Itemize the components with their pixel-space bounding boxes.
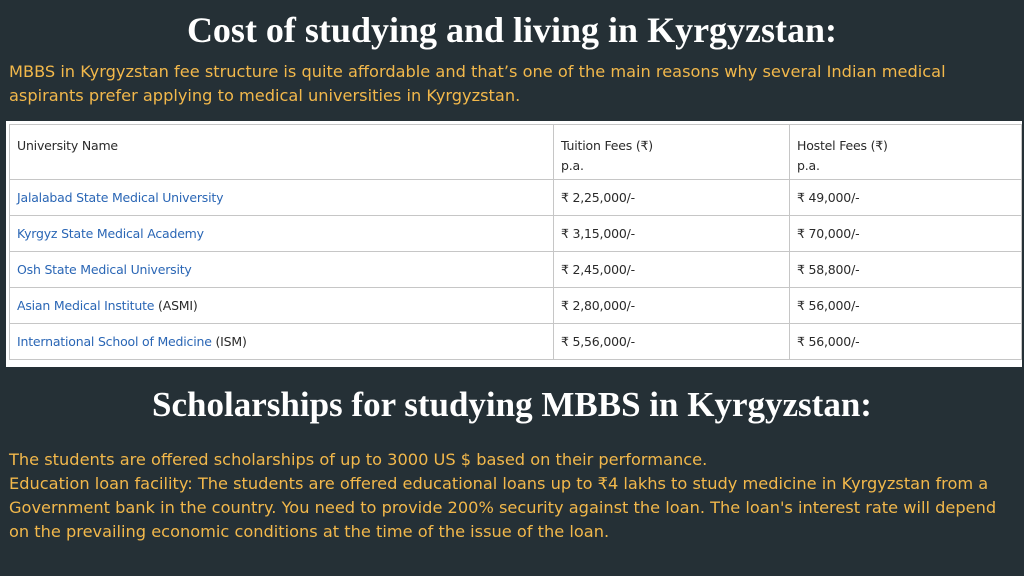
intro-paragraph: MBBS in Kyrgyzstan fee structure is quite affordable and that’s one of the main reasons why several Indian medical aspirants prefer applying to medical universities in Kyrgyzstan. — [9, 62, 946, 105]
tuition-cell: ₹ 2,25,000/- — [554, 180, 790, 216]
page-title: Cost of studying and living in Kyrgyzstan: — [186, 10, 838, 50]
university-cell — [10, 216, 554, 252]
tuition-cell: ₹ 3,15,000/- — [554, 216, 790, 252]
tuition-cell: ₹ 2,80,000/- — [554, 288, 790, 324]
hostel-cell: ₹ 70,000/- — [790, 216, 1022, 252]
table-row — [10, 180, 1022, 216]
table-row — [10, 216, 1022, 252]
university-cell — [10, 288, 554, 324]
hostel-cell: ₹ 56,000/- — [790, 324, 1022, 360]
table-row — [10, 324, 1022, 360]
table-row — [10, 252, 1022, 288]
header-university-name: University Name — [10, 125, 554, 180]
university-cell — [10, 180, 554, 216]
university-link[interactable]: Jalalabad State Medical University — [17, 190, 224, 205]
university-link[interactable]: Kyrgyz State Medical Academy — [17, 226, 204, 241]
table-header-row — [10, 125, 1022, 180]
scholarship-paragraph: The students are offered scholarships of up to 3000 US $ based on their performance. — [9, 450, 708, 469]
header-tuition-label: Tuition Fees (₹) — [561, 138, 653, 153]
hostel-cell: ₹ 58,800/- — [790, 252, 1022, 288]
tuition-cell: ₹ 2,45,000/- — [554, 252, 790, 288]
university-cell — [10, 324, 554, 360]
education-loan-paragraph: Education loan facility: The students are offered educational loans up to ₹4 lakhs to study medicine in Kyrgyzstan from a Government bank in the country. You need to provide 200% security against the loan. The loan's interest rate will depend on the prevailing economic conditions at the time of the issue of the loan. — [9, 474, 997, 541]
university-link[interactable]: International School of Medicine — [17, 334, 212, 349]
fees-table-image — [6, 121, 1022, 367]
scholarships-section — [9, 448, 1015, 544]
scholarships-heading: Scholarships for studying MBBS in Kyrgyzstan: — [152, 385, 872, 424]
table-row — [10, 288, 1022, 324]
university-link[interactable]: Osh State Medical University — [17, 262, 192, 277]
header-tuition-fees — [554, 125, 790, 180]
hostel-cell: ₹ 49,000/- — [790, 180, 1022, 216]
header-hostel-label: Hostel Fees (₹) — [797, 138, 888, 153]
tuition-cell: ₹ 5,56,000/- — [554, 324, 790, 360]
university-abbr: (ASMI) — [154, 298, 198, 313]
university-abbr: (ISM) — [211, 334, 247, 349]
university-cell — [10, 252, 554, 288]
hostel-cell: ₹ 56,000/- — [790, 288, 1022, 324]
header-hostel-unit: p.a. — [797, 158, 820, 173]
header-tuition-unit: p.a. — [561, 158, 584, 173]
fees-table — [9, 124, 1022, 360]
header-hostel-fees — [790, 125, 1022, 180]
university-link[interactable]: Asian Medical Institute — [17, 298, 155, 313]
